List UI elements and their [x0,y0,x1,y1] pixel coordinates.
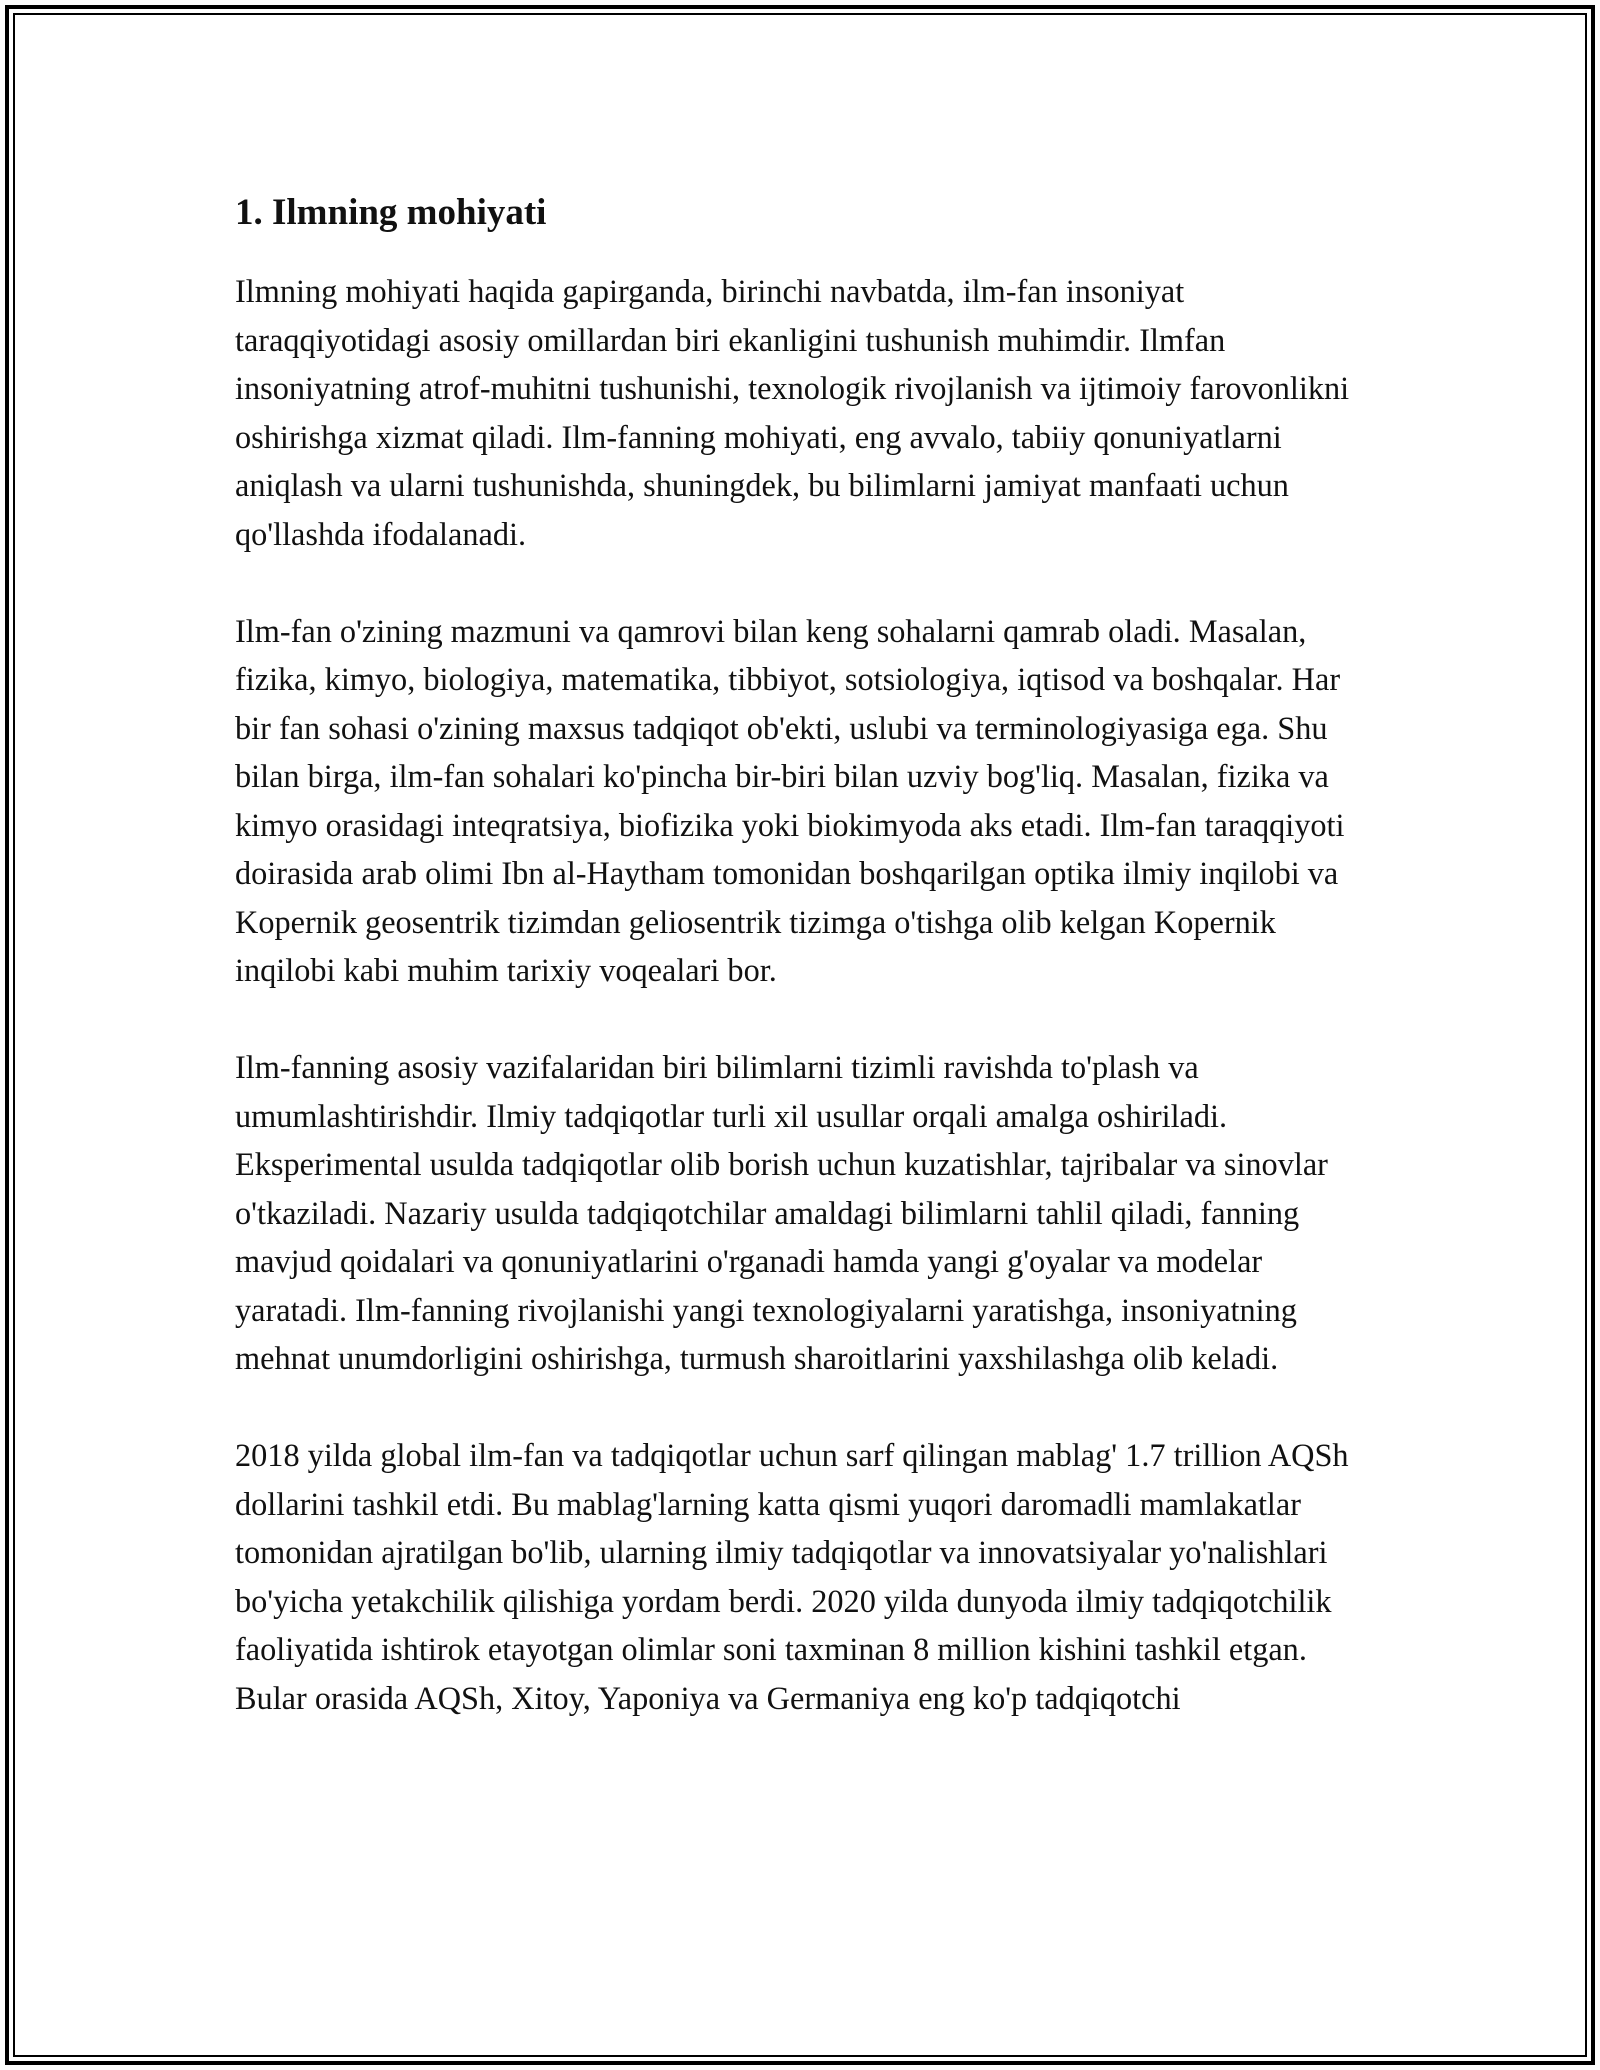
paragraph-1: Ilmning mohiyati haqida gapirganda, birinchi navbatda, ilm-fan insoniyat taraqqiyotidagi asosiy omillardan biri ekanligini tushunish muhimdir. Ilmfan insoniyatning atrof-muhitni tushunishi, texnologik rivojlanish va ijtimoiy farovonlikni oshirishga xizmat qiladi. Ilm-fanning mohiyati, eng avvalo, tabiiy qonuniyatlarni aniqlash va ularni tushunishda, shuningdek, bu bilimlarni jamiyat manfaati uchun qo'llashda ifodalanadi. [235,273,1350,552]
paragraph-4: 2018 yilda global ilm-fan va tadqiqotlar uchun sarf qilingan mablag' 1.7 trillion AQSh dollarini tashkil etdi. Bu mablag'larning katta qismi yuqori daromadli mamlakatlar tomonidan ajratilgan bo'lib, ularning ilmiy tadqiqotlar va innovatsiyalar yo'nalishlari bo'yicha yetakchilik qilishiga yordam berdi. 2020 yilda dunyoda ilmiy tadqiqotchilik faoliyatida ishtirok etayotgan olimlar soni taxminan 8 million kishini tashkil etgan. Bular orasida AQSh, Xitoy, Yaponiya va Germaniya eng ko'p tadqiqotchi [235,1437,1349,1716]
paragraph-2: Ilm-fan o'zining mazmuni va qamrovi bilan keng sohalarni qamrab oladi. Masalan, fizika, kimyo, biologiya, matematika, tibbiyot, sotsiologiya, iqtisod va boshqalar. Har bir fan sohasi o'zining maxsus tadqiqot ob'ekti, uslubi va terminologiyasiga ega. Shu bilan birga, ilm-fan sohalari ko'pincha bir-biri bilan uzviy bog'liq. Masalan, fizika va kimyo orasidagi inteqratsiya, biofizika yoki biokimyoda aks etadi. Ilm-fan taraqqiyoti doirasida arab olimi Ibn al-Haytham tomonidan boshqarilgan optika ilmiy inqilobi va Kopernik geosentrik tizimdan geliosentrik tizimga o'tishga olib kelgan Kopernik inqilobi kabi muhim tarixiy voqealari bor. [235,612,1345,988]
paragraph-3: Ilm-fanning asosiy vazifalaridan biri bilimlarni tizimli ravishda to'plash va umumlashtirishdir. Ilmiy tadqiqotlar turli xil usullar orqali amalga oshiriladi. Eksperimental usulda tadqiqotlar olib borish uchun kuzatishlar, tajribalar va sinovlar o'tkaziladi. Nazariy usulda tadqiqotchilar amaldagi bilimlarni tahlil qiladi, fanning mavjud qoidalari va qonuniyatlarini o'rganadi hamda yangi g'oyalar va modelar yaratadi. Ilm-fanning rivojlanishi yangi texnologiyalarni yaratishga, insoniyatning mehnat unumdorligini oshirishga, turmush sharoitlarini yaxshilashga olib keladi. [235,1049,1328,1376]
document-body [235,185,1380,1771]
section-heading: 1. Ilmning mohiyati [235,192,547,233]
